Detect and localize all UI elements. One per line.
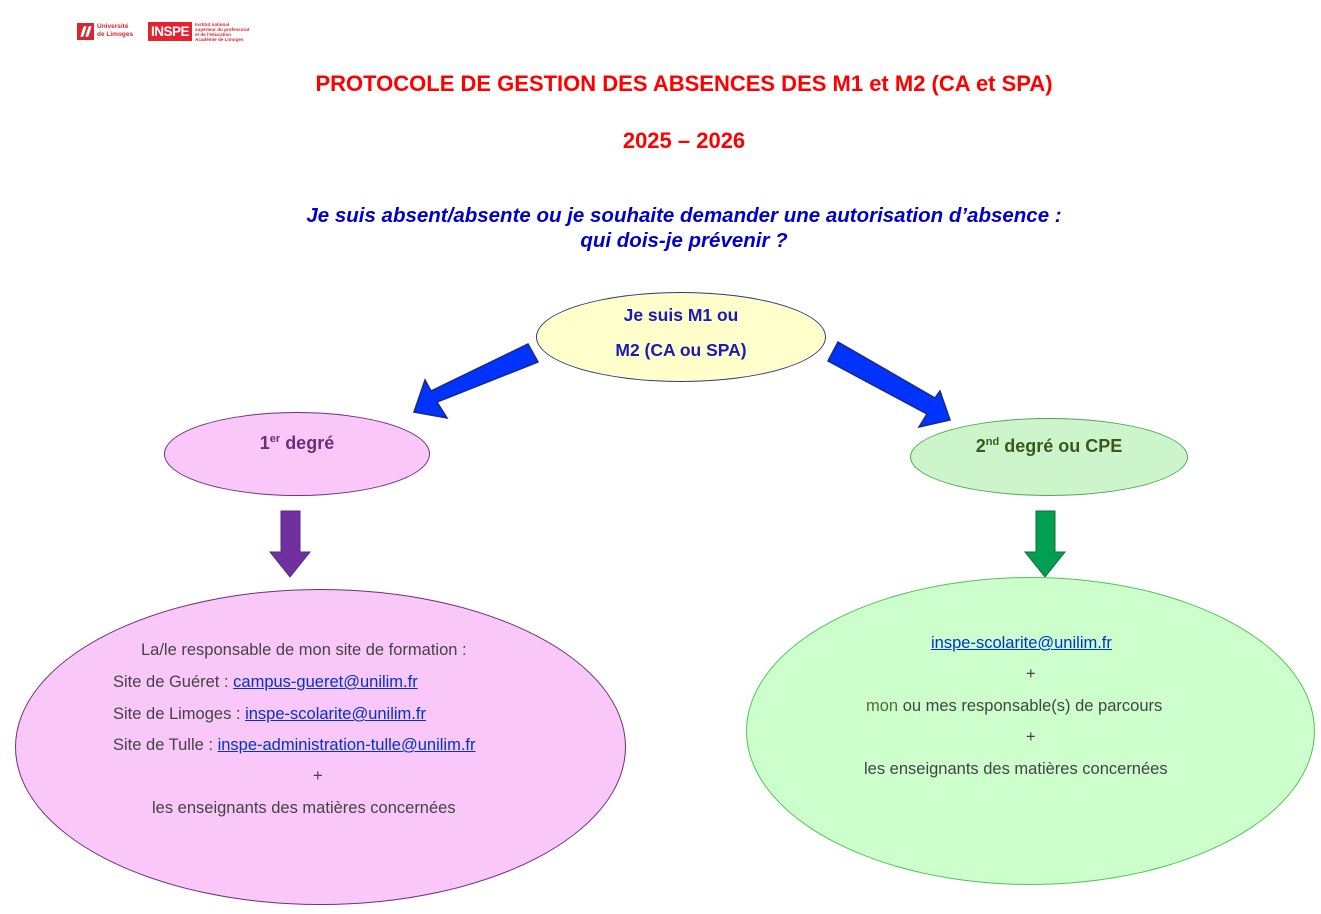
root-node-m1-m2 [536,292,826,382]
right-resp-rest: ou mes responsable(s) de parcours [898,697,1163,715]
node-second-degre-cpe [910,418,1188,496]
blue-arrow-right-icon [828,342,950,427]
right-email-row [931,634,1112,653]
second-degre-sup: nd [985,436,1000,448]
email-link-gueret[interactable]: campus-gueret@unilim.fr [233,673,418,691]
left-intro: La/le responsable de mon site de formation : [141,641,467,659]
right-resp-word: mon [866,697,899,715]
site-limoges-row [113,705,426,724]
root-line2: M2 (CA ou SPA) [615,340,747,360]
right-responsables [866,697,1162,716]
purple-arrow-down-icon [270,511,310,577]
left-teachers: les enseignants des matières concernées [152,799,456,817]
right-teachers: les enseignants des matières concernées [864,760,1168,778]
email-link-limoges[interactable]: inspe-scolarite@unilim.fr [245,705,426,723]
premier-degre-rest: degré [280,433,335,453]
premier-degre-num: 1 [259,433,270,453]
root-line1: Je suis M1 ou [623,305,739,325]
site-limoges-label: Site de Limoges : [113,705,246,723]
node-premier-degre [164,412,430,496]
email-link-scolarite[interactable]: inspe-scolarite@unilim.fr [931,634,1112,652]
second-degre-rest: degré ou CPE [999,436,1123,456]
universite-logo-line1: Université [97,23,129,30]
premier-degre-sup: er [269,433,281,445]
site-gueret-row [113,673,418,692]
right-plus-1: + [1026,665,1036,683]
site-gueret-label: Site de Guéret : [113,673,234,691]
green-arrow-down-icon [1025,511,1065,577]
inspe-logo-line: Académie de Limoges [195,37,244,42]
site-tulle-label: Site de Tulle : [113,736,218,754]
inspe-logo-line: Institut national [195,22,230,27]
right-plus-2: + [1026,728,1036,746]
inspe-logo-line: et de l'éducation [195,32,232,37]
blue-arrow-left-icon [414,344,538,418]
left-plus: + [313,767,323,785]
email-link-tulle[interactable]: inspe-administration-tulle@unilim.fr [217,736,476,754]
question-line1: Je suis absent/absente ou je souhaite demander une autorisation d’absence : [306,204,1062,227]
second-degre-num: 2 [975,436,986,456]
inspe-logo-mark: INSPE [148,22,192,41]
page-title: PROTOCOLE DE GESTION DES ABSENCES DES M1 et M2 (CA et SPA) [315,71,1053,96]
inspe-logo-line: supérieur du professorat [195,27,250,32]
question-line2: qui dois-je prévenir ? [580,229,788,252]
universite-logo-line2: de Limoges [97,30,134,38]
academic-year: 2025 – 2026 [622,128,746,153]
site-tulle-row [113,736,476,755]
